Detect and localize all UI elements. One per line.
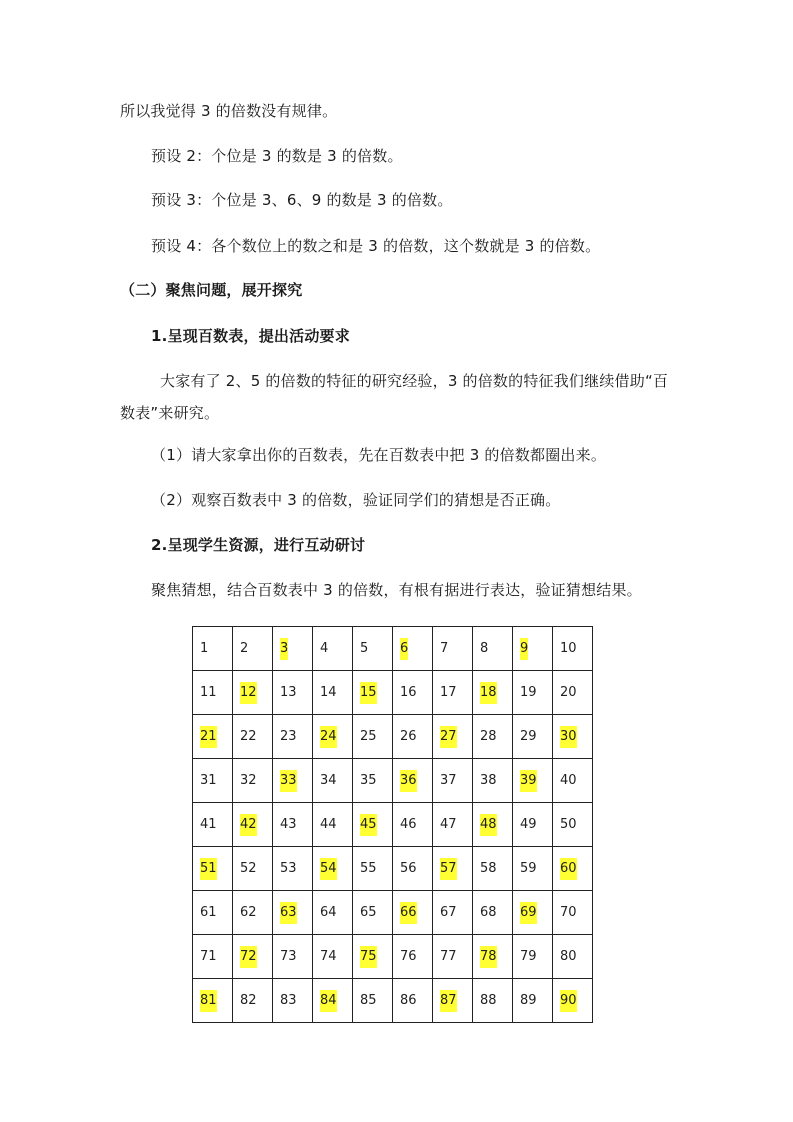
highlighted-number: 30 <box>560 726 577 748</box>
highlighted-number: 87 <box>440 990 457 1012</box>
number: 44 <box>320 817 337 832</box>
number: 49 <box>520 817 537 832</box>
number: 5 <box>360 641 369 656</box>
table-cell <box>473 847 513 891</box>
table-cell <box>233 847 273 891</box>
table-cell <box>313 935 353 979</box>
table-cell <box>233 803 273 847</box>
table-cell <box>353 715 393 759</box>
table-cell <box>273 715 313 759</box>
table-cell <box>433 715 473 759</box>
highlighted-number: 24 <box>320 726 337 748</box>
highlighted-number: 66 <box>400 902 417 924</box>
highlighted-number: 12 <box>240 682 257 704</box>
number: 43 <box>280 817 297 832</box>
table-row <box>193 891 593 935</box>
highlighted-number: 84 <box>320 990 337 1012</box>
table-cell <box>553 935 593 979</box>
table-row <box>193 979 593 1023</box>
subheading-1: 1.呈现百数表，提出活动要求 <box>151 327 350 345</box>
table-cell <box>193 847 233 891</box>
number: 64 <box>320 905 337 920</box>
highlighted-number: 45 <box>360 814 377 836</box>
table-cell <box>233 979 273 1023</box>
table-cell <box>233 715 273 759</box>
table-cell <box>393 671 433 715</box>
table-cell <box>193 627 233 671</box>
table-cell <box>393 627 433 671</box>
requirement-1: （1）请大家拿出你的百数表，先在百数表中把 3 的倍数都圈出来。 <box>151 446 607 464</box>
number: 59 <box>520 861 537 876</box>
highlighted-number: 3 <box>280 638 288 660</box>
number: 16 <box>400 685 417 700</box>
preset-2: 预设 2：个位是 3 的数是 3 的倍数。 <box>151 147 403 165</box>
number: 28 <box>480 729 497 744</box>
table-cell <box>313 803 353 847</box>
table-row <box>193 803 593 847</box>
table-cell <box>353 935 393 979</box>
highlighted-number: 81 <box>200 990 217 1012</box>
preset-4: 预设 4：各个数位上的数之和是 3 的倍数，这个数就是 3 的倍数。 <box>151 237 601 255</box>
highlighted-number: 90 <box>560 990 577 1012</box>
highlighted-number: 42 <box>240 814 257 836</box>
number: 23 <box>280 729 297 744</box>
table-row <box>193 935 593 979</box>
number: 20 <box>560 685 577 700</box>
table-cell <box>553 715 593 759</box>
table-row <box>193 671 593 715</box>
number: 8 <box>480 641 489 656</box>
table-cell <box>193 671 233 715</box>
table-cell <box>233 627 273 671</box>
table-cell <box>273 759 313 803</box>
highlighted-number: 39 <box>520 770 537 792</box>
highlighted-number: 78 <box>480 946 497 968</box>
table-cell <box>553 627 593 671</box>
number: 26 <box>400 729 417 744</box>
table-cell <box>513 715 553 759</box>
highlighted-number: 15 <box>360 682 377 704</box>
number: 1 <box>200 641 209 656</box>
number: 74 <box>320 949 337 964</box>
table-cell <box>513 759 553 803</box>
table-cell <box>433 671 473 715</box>
table-cell <box>513 979 553 1023</box>
number: 68 <box>480 905 497 920</box>
table-cell <box>353 759 393 803</box>
table-cell <box>313 847 353 891</box>
table-cell <box>433 803 473 847</box>
table-cell <box>473 627 513 671</box>
highlighted-number: 75 <box>360 946 377 968</box>
table-cell <box>353 671 393 715</box>
table-cell <box>393 891 433 935</box>
number: 70 <box>560 905 577 920</box>
number: 52 <box>240 861 257 876</box>
number: 47 <box>440 817 457 832</box>
requirement-2: （2）观察百数表中 3 的倍数，验证同学们的猜想是否正确。 <box>151 491 561 509</box>
table-cell <box>433 891 473 935</box>
number: 71 <box>200 949 217 964</box>
table-cell <box>273 671 313 715</box>
number: 67 <box>440 905 457 920</box>
number: 86 <box>400 993 417 1008</box>
table-cell <box>313 979 353 1023</box>
number: 17 <box>440 685 457 700</box>
table-cell <box>353 979 393 1023</box>
table-cell <box>273 847 313 891</box>
table-cell <box>473 759 513 803</box>
table-cell <box>473 715 513 759</box>
number: 89 <box>520 993 537 1008</box>
table-cell <box>393 759 433 803</box>
number: 62 <box>240 905 257 920</box>
table-row <box>193 847 593 891</box>
number: 19 <box>520 685 537 700</box>
number: 56 <box>400 861 417 876</box>
highlighted-number: 18 <box>480 682 497 704</box>
number: 4 <box>320 641 329 656</box>
table-cell <box>553 979 593 1023</box>
number: 11 <box>200 685 217 700</box>
number: 82 <box>240 993 257 1008</box>
table-cell <box>473 979 513 1023</box>
table-cell <box>233 935 273 979</box>
number: 13 <box>280 685 297 700</box>
table-cell <box>553 759 593 803</box>
number: 53 <box>280 861 297 876</box>
table-cell <box>353 803 393 847</box>
table-cell <box>393 715 433 759</box>
table-cell <box>193 979 233 1023</box>
section-heading-2: （二）聚焦问题，展开探究 <box>120 281 303 299</box>
number: 29 <box>520 729 537 744</box>
table-cell <box>553 671 593 715</box>
number: 58 <box>480 861 497 876</box>
highlighted-number: 27 <box>440 726 457 748</box>
table-cell <box>273 935 313 979</box>
table-cell <box>193 891 233 935</box>
number: 79 <box>520 949 537 964</box>
table-cell <box>393 935 433 979</box>
number: 25 <box>360 729 377 744</box>
table-cell <box>233 891 273 935</box>
highlighted-number: 9 <box>520 638 528 660</box>
highlighted-number: 51 <box>200 858 217 880</box>
number: 14 <box>320 685 337 700</box>
number: 38 <box>480 773 497 788</box>
table-cell <box>193 803 233 847</box>
highlighted-number: 60 <box>560 858 577 880</box>
table-cell <box>313 715 353 759</box>
highlighted-number: 36 <box>400 770 417 792</box>
table-cell <box>313 671 353 715</box>
number: 41 <box>200 817 217 832</box>
table-cell <box>193 759 233 803</box>
highlighted-number: 63 <box>280 902 297 924</box>
highlighted-number: 33 <box>280 770 297 792</box>
table-cell <box>233 671 273 715</box>
table-cell <box>513 627 553 671</box>
table-cell <box>193 935 233 979</box>
table-row <box>193 715 593 759</box>
highlighted-number: 48 <box>480 814 497 836</box>
number: 35 <box>360 773 377 788</box>
table-cell <box>553 803 593 847</box>
number: 31 <box>200 773 217 788</box>
number: 61 <box>200 905 217 920</box>
number: 88 <box>480 993 497 1008</box>
table-cell <box>313 891 353 935</box>
table-cell <box>473 671 513 715</box>
table-cell <box>513 935 553 979</box>
number: 50 <box>560 817 577 832</box>
table-cell <box>473 935 513 979</box>
number: 77 <box>440 949 457 964</box>
table-row <box>193 627 593 671</box>
table-cell <box>433 627 473 671</box>
highlighted-number: 69 <box>520 902 537 924</box>
highlighted-number: 57 <box>440 858 457 880</box>
table-cell <box>393 979 433 1023</box>
number: 55 <box>360 861 377 876</box>
table-cell <box>393 803 433 847</box>
table-cell <box>353 847 393 891</box>
table-row <box>193 759 593 803</box>
paragraph-conclusion: 所以我觉得 3 的倍数没有规律。 <box>120 102 338 120</box>
number: 83 <box>280 993 297 1008</box>
table-cell <box>353 891 393 935</box>
number: 34 <box>320 773 337 788</box>
table-cell <box>553 847 593 891</box>
table-cell <box>433 847 473 891</box>
table-cell <box>553 891 593 935</box>
table-cell <box>513 671 553 715</box>
number: 37 <box>440 773 457 788</box>
table-cell <box>433 979 473 1023</box>
table-cell <box>233 759 273 803</box>
table-cell <box>513 847 553 891</box>
number: 40 <box>560 773 577 788</box>
number: 2 <box>240 641 249 656</box>
table-cell <box>393 847 433 891</box>
highlighted-number: 21 <box>200 726 217 748</box>
hundred-number-table <box>192 626 593 1023</box>
number: 85 <box>360 993 377 1008</box>
table-cell <box>313 759 353 803</box>
number: 65 <box>360 905 377 920</box>
number: 22 <box>240 729 257 744</box>
table-cell <box>353 627 393 671</box>
table-cell <box>273 803 313 847</box>
table-cell <box>513 803 553 847</box>
table-cell <box>193 715 233 759</box>
table-cell <box>273 891 313 935</box>
table-cell <box>473 891 513 935</box>
paragraph-focus: 聚焦猜想，结合百数表中 3 的倍数，有根有据进行表达，验证猜想结果。 <box>151 581 642 599</box>
table-cell <box>313 627 353 671</box>
number: 80 <box>560 949 577 964</box>
table-cell <box>433 935 473 979</box>
number: 76 <box>400 949 417 964</box>
highlighted-number: 6 <box>400 638 408 660</box>
preset-3: 预设 3：个位是 3、6、9 的数是 3 的倍数。 <box>151 191 453 209</box>
table-cell <box>273 979 313 1023</box>
subheading-2: 2.呈现学生资源，进行互动研讨 <box>151 536 366 554</box>
highlighted-number: 54 <box>320 858 337 880</box>
number: 73 <box>280 949 297 964</box>
number: 7 <box>440 641 449 656</box>
table-cell <box>273 627 313 671</box>
paragraph-intro-line1: 大家有了 2、5 的倍数的特征的研究经验，3 的倍数的特征我们继续借助“百 <box>160 372 669 390</box>
number: 46 <box>400 817 417 832</box>
table-cell <box>513 891 553 935</box>
number: 32 <box>240 773 257 788</box>
highlighted-number: 72 <box>240 946 257 968</box>
table-cell <box>473 803 513 847</box>
paragraph-intro-line2: 数表”来研究。 <box>120 404 220 422</box>
table-cell <box>433 759 473 803</box>
number: 10 <box>560 641 577 656</box>
